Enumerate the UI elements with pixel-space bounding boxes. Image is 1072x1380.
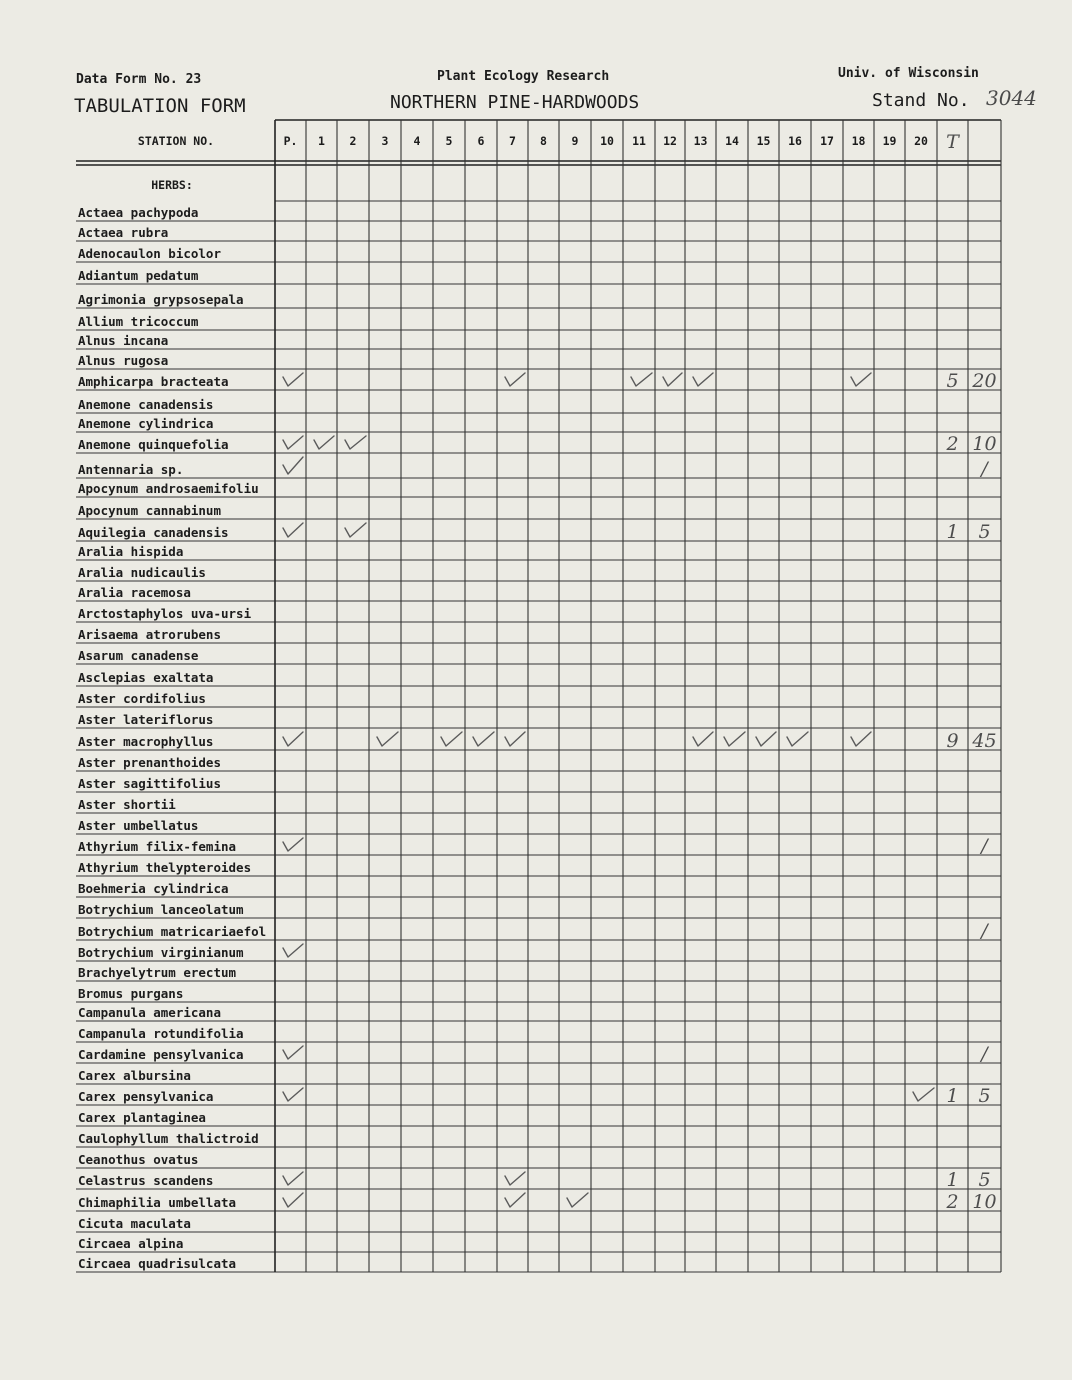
station-col-t: T [946, 131, 959, 153]
species-name: Aralia racemosa [78, 585, 191, 600]
station-col-5: 5 [445, 134, 453, 148]
university-name: Univ. of Wisconsin [838, 66, 979, 81]
form-title: TABULATION FORM [74, 95, 246, 117]
station-col-19: 19 [882, 134, 897, 148]
species-name: Arisaema atrorubens [78, 627, 221, 642]
check-mark [345, 436, 366, 449]
check-mark [505, 1172, 525, 1185]
check-mark [473, 732, 494, 746]
station-col-3: 3 [381, 134, 389, 148]
species-name: Aquilegia canadensis [78, 525, 229, 540]
check-mark [314, 436, 334, 449]
species-name: Alnus rugosa [78, 353, 169, 368]
species-name: Circaea quadrisulcata [78, 1256, 237, 1271]
species-name: Aster umbellatus [78, 818, 199, 833]
station-col-18: 18 [851, 134, 866, 148]
check-mark [283, 838, 303, 851]
stand-number: 3044 [986, 86, 1037, 110]
check-mark [283, 1088, 303, 1101]
species-name: Anemone cylindrica [78, 416, 214, 431]
check-mark [567, 1193, 588, 1207]
check-mark [724, 732, 745, 746]
station-col-p: P. [283, 134, 298, 148]
species-name: Aster lateriflorus [78, 712, 214, 727]
check-mark [283, 436, 303, 449]
station-col-15: 15 [756, 134, 771, 148]
station-col-10: 10 [600, 134, 614, 148]
check-mark [693, 732, 713, 746]
species-name: Bromus purgans [78, 986, 184, 1001]
species-name: Botrychium lanceolatum [78, 902, 244, 917]
research-heading: Plant Ecology Research [437, 69, 610, 84]
species-name: Actaea rubra [78, 225, 169, 240]
check-mark [283, 732, 303, 746]
form-number: Data Form No. 23 [76, 72, 202, 87]
station-col-13: 13 [693, 134, 708, 148]
check-mark [756, 732, 776, 746]
station-col-7: 7 [509, 134, 516, 148]
species-name: Aster macrophyllus [78, 734, 214, 749]
species-name: Aster prenanthoides [78, 755, 221, 770]
species-name: Apocynum androsaemifoliu [78, 481, 259, 496]
total-value: 45 [972, 730, 997, 752]
species-name: Aster shortii [78, 797, 176, 812]
total-value: 20 [972, 370, 997, 392]
species-name: Adiantum pedatum [78, 268, 199, 283]
total-value: 5 [978, 1085, 991, 1107]
tally-value: 1 [946, 1085, 959, 1107]
check-mark [441, 732, 462, 746]
check-mark [345, 523, 366, 537]
station-col-16: 16 [788, 134, 802, 148]
station-col-8: 8 [540, 134, 547, 148]
tally-value: 5 [946, 370, 959, 392]
check-mark [631, 373, 652, 386]
species-name: Asarum canadense [78, 648, 199, 663]
species-name: Arctostaphylos uva-ursi [78, 606, 252, 621]
check-mark [505, 1193, 525, 1207]
species-name: Aster sagittifolius [78, 776, 221, 791]
check-mark [283, 373, 303, 386]
species-name: Caulophyllum thalictroid [78, 1131, 259, 1146]
station-col-11: 11 [632, 134, 646, 148]
species-name: Alnus incana [78, 333, 169, 348]
species-name: Celastrus scandens [78, 1173, 214, 1188]
herbs-section-label: HERBS: [151, 178, 193, 192]
tally-value: 2 [946, 433, 959, 455]
check-mark [283, 457, 303, 474]
check-mark [283, 1172, 303, 1185]
species-name: Apocynum cannabinum [78, 503, 221, 518]
species-name: Cicuta maculata [78, 1216, 191, 1231]
species-name: Carex albursina [78, 1068, 191, 1083]
species-name: Campanula americana [78, 1005, 221, 1020]
check-mark [505, 732, 525, 746]
check-mark [787, 732, 808, 746]
total-value: / [981, 920, 988, 942]
check-mark [851, 373, 871, 386]
total-value: 10 [972, 433, 997, 455]
species-name: Agrimonia grypsosepala [78, 292, 244, 307]
station-col-14: 14 [725, 134, 739, 148]
species-name: Brachyelytrum erectum [78, 965, 237, 980]
tally-value: 1 [946, 1169, 959, 1191]
species-name: Circaea alpina [78, 1236, 184, 1251]
station-col-1: 1 [318, 134, 325, 148]
stand-label: Stand No. [872, 90, 970, 111]
species-name: Asclepias exaltata [78, 670, 214, 685]
station-number-header: STATION NO. [137, 134, 215, 148]
species-name: Aralia hispida [78, 544, 184, 559]
species-name: Campanula rotundifolia [78, 1026, 244, 1041]
tally-value: 9 [946, 730, 959, 752]
species-name: Anemone canadensis [78, 397, 214, 412]
page-title: NORTHERN PINE-HARDWOODS [390, 92, 640, 113]
check-mark [377, 732, 398, 746]
species-name: Botrychium matricariaefol [78, 924, 267, 939]
tally-value: 2 [946, 1191, 959, 1213]
species-name: Carex plantaginea [78, 1110, 206, 1125]
station-col-6: 6 [477, 134, 485, 148]
station-col-9: 9 [571, 134, 579, 148]
species-name: Athyrium filix-femina [78, 839, 237, 854]
check-mark [505, 373, 525, 386]
total-value: 5 [978, 521, 991, 543]
check-mark [663, 373, 682, 386]
check-mark [851, 732, 871, 746]
check-mark [283, 1046, 303, 1059]
station-col-17: 17 [820, 134, 834, 148]
tally-value: 1 [946, 521, 959, 543]
total-value: / [981, 1043, 988, 1065]
species-name: Anemone quinquefolia [78, 437, 229, 452]
species-name: Actaea pachypoda [78, 205, 199, 220]
species-name: Chimaphilia umbellata [78, 1195, 237, 1210]
species-name: Amphicarpa bracteata [78, 374, 229, 389]
check-mark [913, 1088, 934, 1101]
species-name: Botrychium virginianum [78, 945, 244, 960]
species-name: Boehmeria cylindrica [78, 881, 229, 896]
station-col-12: 12 [663, 134, 677, 148]
check-mark [283, 1193, 303, 1207]
station-col-4: 4 [413, 134, 421, 148]
total-value: 10 [972, 1191, 997, 1213]
species-name: Carex pensylvanica [78, 1089, 214, 1104]
check-mark [283, 944, 303, 957]
check-mark [283, 523, 303, 537]
total-value: / [981, 835, 988, 857]
species-name: Adenocaulon bicolor [78, 246, 221, 261]
check-mark [693, 373, 713, 386]
species-name: Aralia nudicaulis [78, 565, 206, 580]
species-name: Aster cordifolius [78, 691, 206, 706]
species-name: Allium tricoccum [78, 314, 199, 329]
station-col-20: 20 [914, 134, 928, 148]
species-name: Athyrium thelypteroides [78, 860, 252, 875]
total-value: 5 [978, 1169, 991, 1191]
species-name: Ceanothus ovatus [78, 1152, 199, 1167]
species-name: Cardamine pensylvanica [78, 1047, 244, 1062]
species-name: Antennaria sp. [78, 462, 184, 477]
station-col-2: 2 [349, 134, 357, 148]
total-value: / [981, 458, 988, 480]
